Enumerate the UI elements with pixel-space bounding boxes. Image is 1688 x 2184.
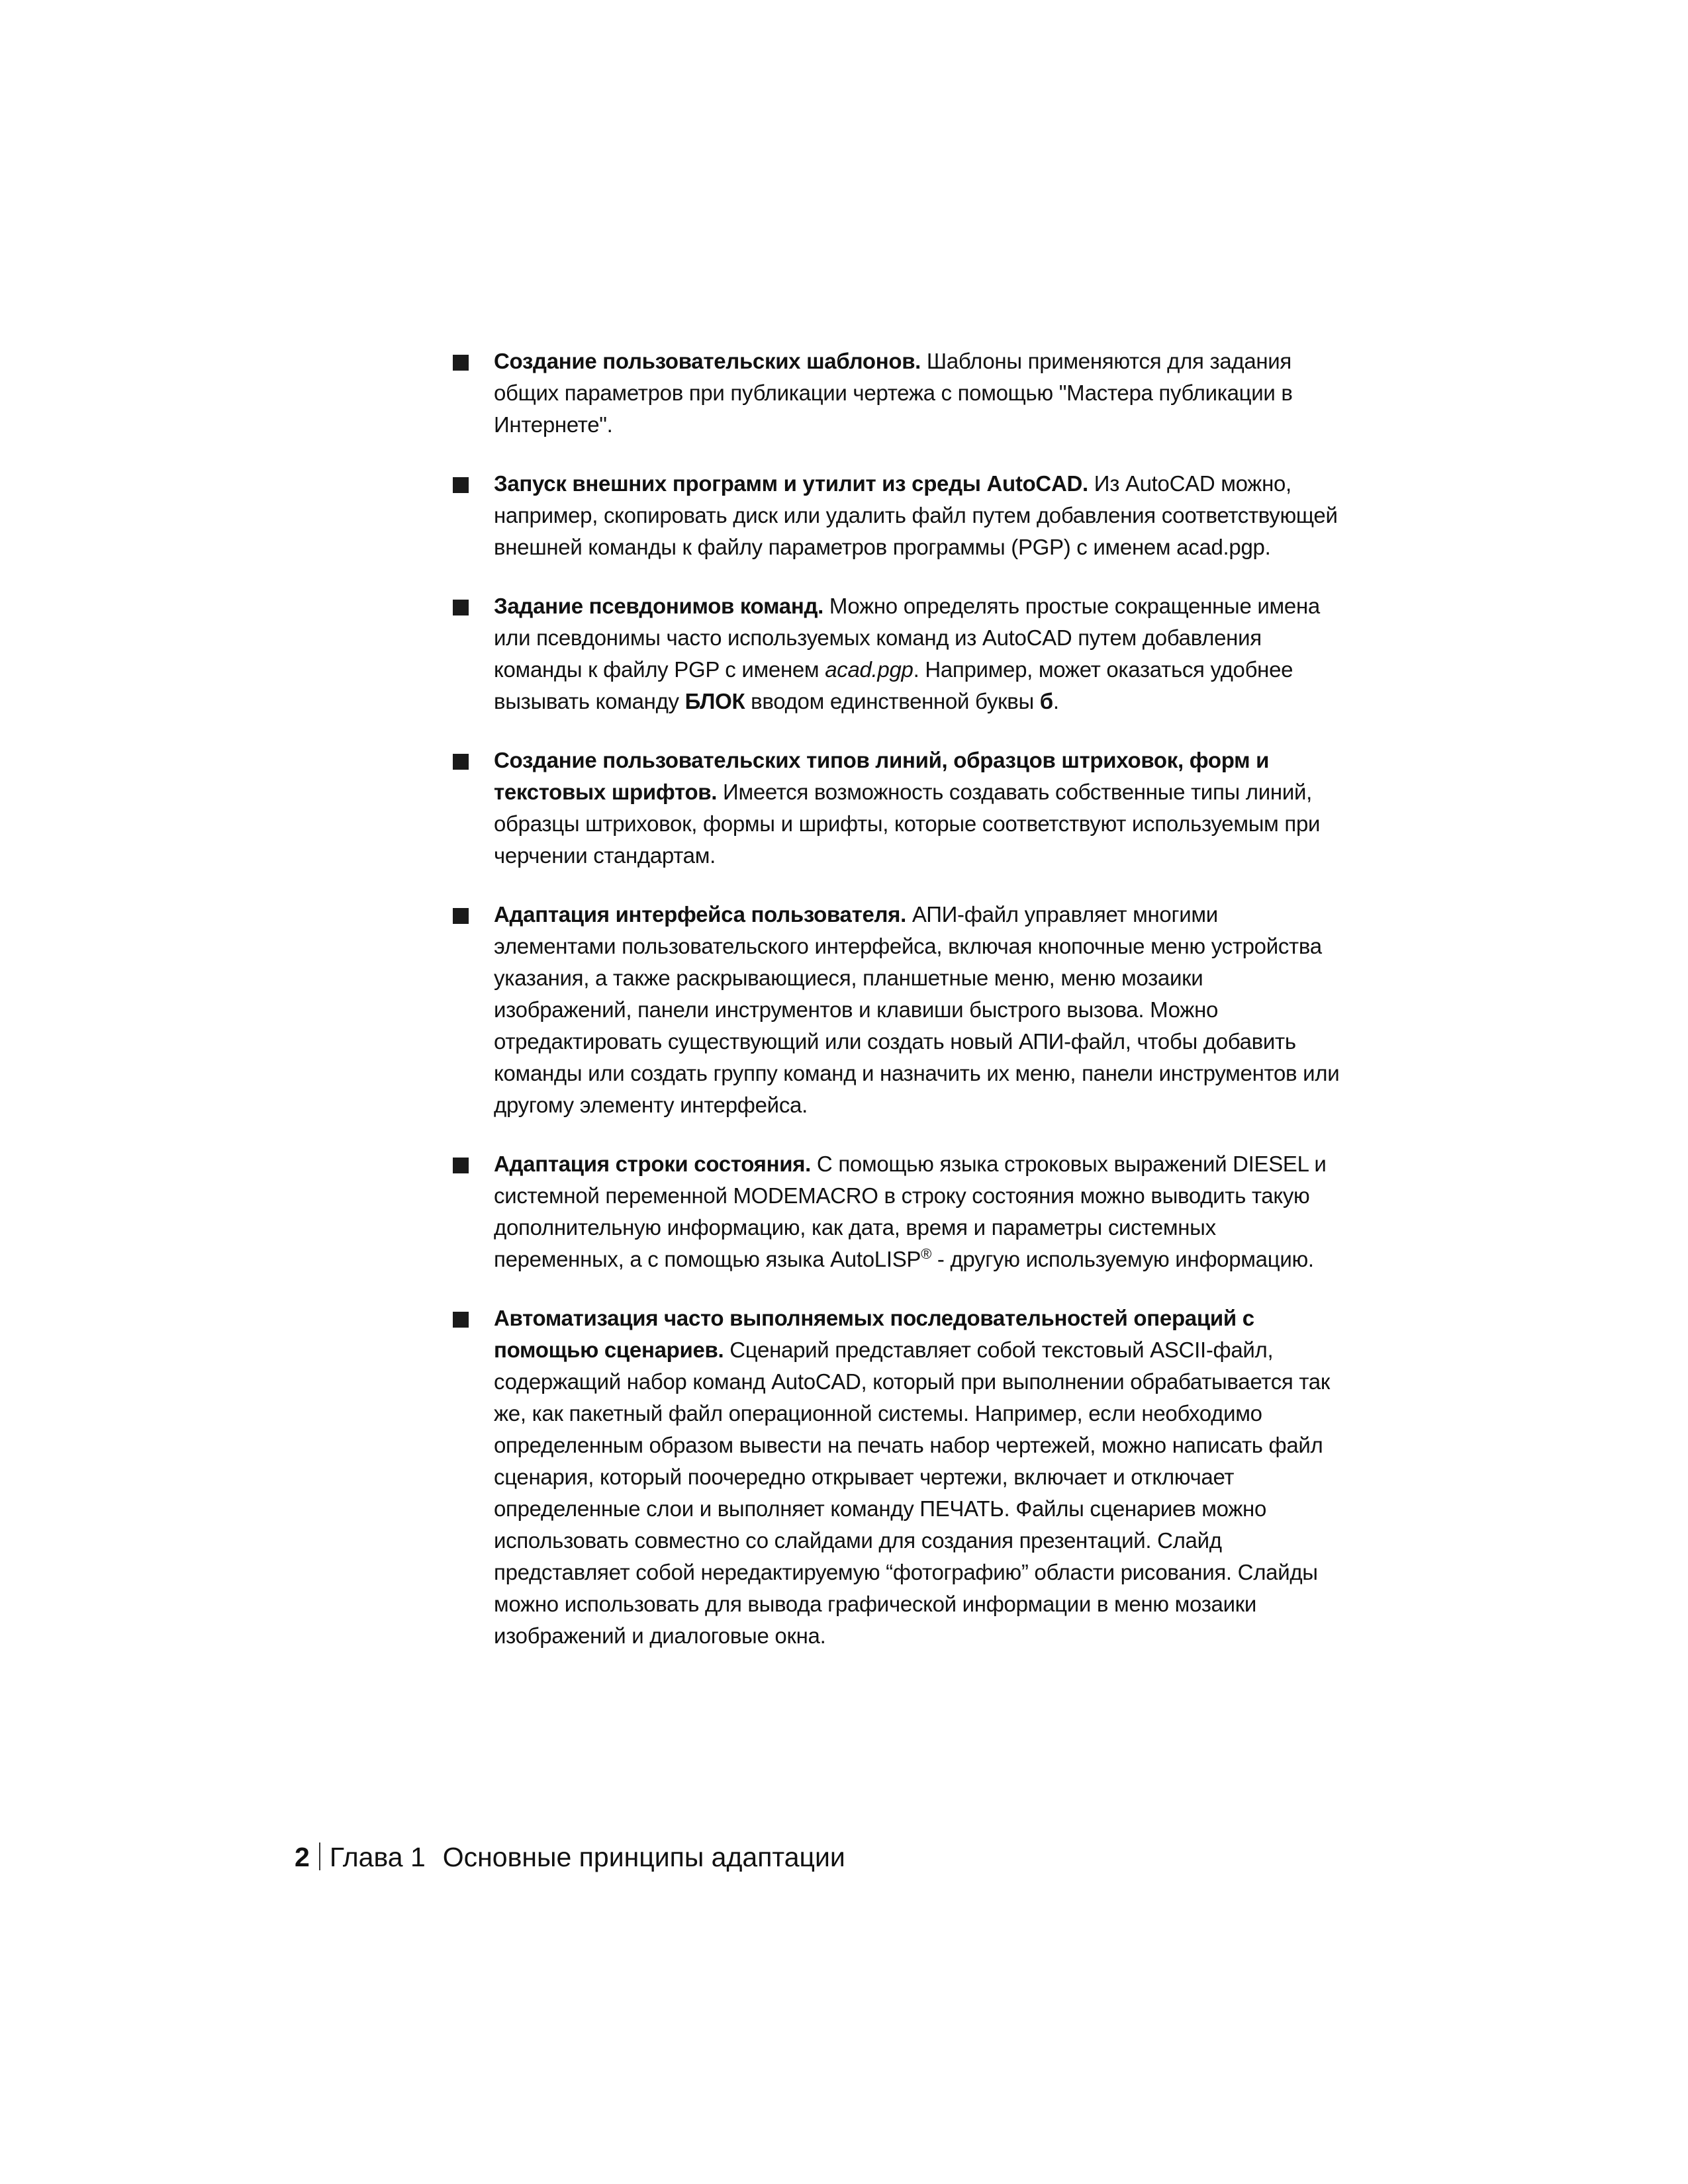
list-item [450,590,1340,717]
square-bullet-icon [453,908,469,924]
list-item [450,468,1340,563]
list-item [450,1148,1340,1275]
item-text: Сценарий представляет собой текстовый ASCII-файл, содержащий набор команд AutoCAD, который при выполнении обрабатывается так же, как пакетный файл операционной системы. Например, если необходимо определенным образом вывести на печать набор чертежей, можно написать файл сценария, который поочередно открывает чертежи, включает и отключает определенные слои и выполняет команду ПЕЧАТЬ. Файлы сценариев можно использовать совместно со слайдами для создания презентаций. Слайд представляет собой нередактируемую “фотографию” области рисования. Слайды можно использовать для вывода графической информации в меню мозаики изображений и диалоговые окна. [494,1338,1330,1648]
item-text: . [1053,689,1059,713]
item-text: Можно определять простые сокращенные имена или псевдонимы часто используемых команд из AutoCAD путем добавления команды к файлу PGP с именем [494,594,1320,682]
item-title: Создание пользовательских шаблонов. [494,349,921,373]
square-bullet-icon [453,600,469,615]
item-title: Адаптация строки состояния. [494,1152,812,1176]
feature-bullet-list [450,345,1340,1679]
chapter-title: Основные принципы адаптации [442,1842,845,1872]
item-text: Из AutoCAD можно, например, скопировать диск или удалить файл путем добавления соответствующей внешней команды к файлу параметров программы (PGP) с именем acad.pgp. [494,471,1338,559]
list-item [450,899,1340,1121]
square-bullet-icon [453,355,469,371]
registered-mark: ® [921,1246,932,1262]
square-bullet-icon [453,477,469,493]
chapter-label: Глава 1 [329,1842,426,1872]
item-text: Шаблоны применяются для задания общих параметров при публикации чертежа с помощью "Мастера публикации в Интернете". [494,349,1293,437]
command-name: БЛОК [684,689,745,713]
page-footer [295,1839,845,1876]
item-title: Адаптация интерфейса пользователя. [494,902,906,927]
list-item [450,1302,1340,1652]
square-bullet-icon [453,1158,469,1173]
page-number: 2 [295,1842,310,1872]
item-text: - другую используемую информацию. [931,1247,1314,1271]
footer-divider [319,1843,320,1870]
item-title: Задание псевдонимов команд. [494,594,823,618]
item-text: С помощью языка строковых выражений DIESEL и системной переменной MODEMACRO в строку состояния можно выводить такую дополнительную информацию, как дата, время и параметры системных переменных, а с помощью языка AutoLISP [494,1152,1327,1271]
item-text: АПИ-файл управляет многими элементами пользовательского интерфейса, включая кнопочные меню устройства указания, а также раскрывающиеся, планшетные меню, меню мозаики изображений, панели инструментов и клавиши быстрого вызова. Можно отредактировать существующий или создать новый АПИ-файл, чтобы добавить команды или создать группу команд и назначить их меню, панели инструментов или другому элементу интерфейса. [494,902,1340,1117]
item-text: вводом единственной буквы [745,689,1040,713]
square-bullet-icon [453,754,469,770]
item-title: Автоматизация часто выполняемых последовательностей операций с помощью сценариев. [494,1306,1254,1362]
file-name: acad.pgp [825,657,914,682]
square-bullet-icon [453,1312,469,1328]
item-text: Имеется возможность создавать собственные типы линий, образцы штриховок, формы и шрифты, которые соответствуют используемым при черчении стандартам. [494,780,1321,868]
item-text: . Например, может оказаться удобнее вызывать команду [494,657,1293,713]
item-title: Запуск внешних программ и утилит из среды AutoCAD. [494,471,1088,496]
list-item [450,345,1340,441]
command-letter: б [1039,689,1053,713]
item-title: Создание пользовательских типов линий, образцов штриховок, форм и текстовых шрифтов. [494,748,1270,804]
list-item [450,745,1340,872]
